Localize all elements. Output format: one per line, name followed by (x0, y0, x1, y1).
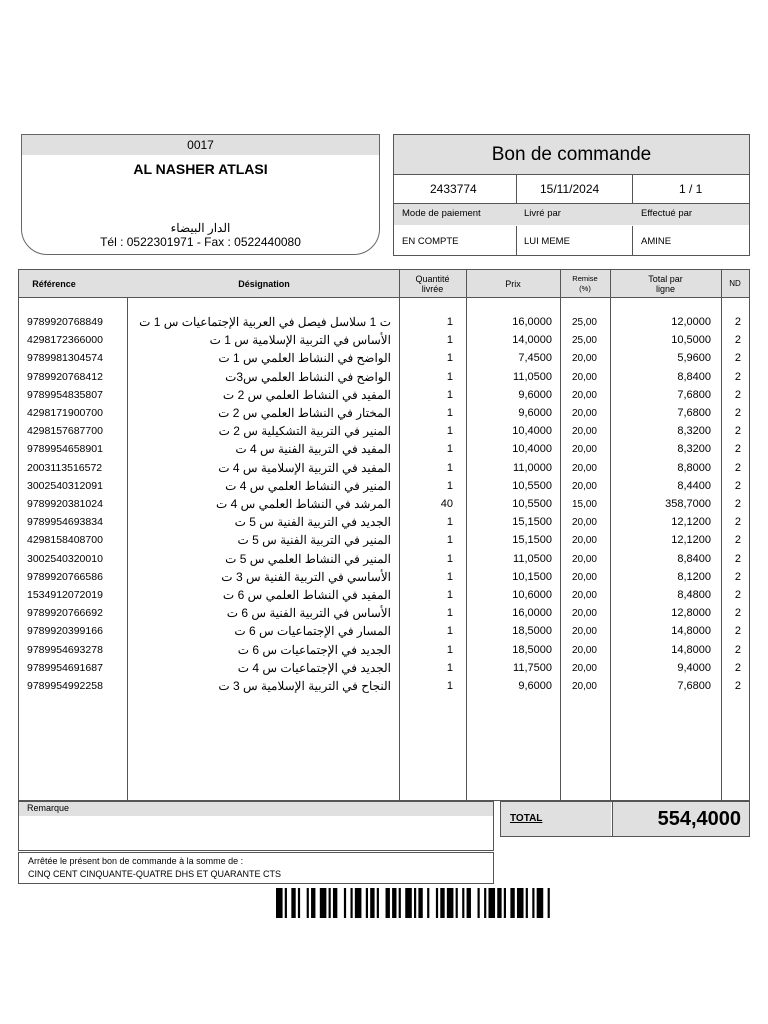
livre-par-label: Livré par (524, 208, 561, 219)
table-row (19, 387, 749, 405)
cell-remise: 20,00 (571, 444, 597, 456)
order-lines-table (18, 269, 750, 801)
cell-quantite: 1 (446, 461, 453, 474)
cell-reference: 9789954693834 (27, 516, 103, 529)
cell-designation: النجاح في التربية الإسلامية س 3 ت (218, 679, 391, 693)
amount-in-words-box (18, 852, 494, 884)
cell-nd: 2 (734, 479, 741, 492)
table-row (19, 514, 749, 532)
total-box (500, 801, 750, 837)
cell-designation: الواضح في النشاط العلمي س 1 ت (218, 351, 391, 366)
cell-remise: 25,00 (571, 317, 597, 328)
cell-designation: الجديد في الإجتماعيات س 4 ت (237, 660, 391, 675)
cell-designation: المنير في التربية التشكيلية س 2 ت (218, 424, 391, 439)
cell-reference: 9789920766692 (27, 607, 103, 620)
header-nd: ND (729, 278, 741, 288)
cell-remise: 20,00 (571, 426, 597, 438)
cell-quantite: 1 (446, 334, 453, 347)
cell-remise: 20,00 (571, 590, 597, 601)
supplier-contact: Tél : 0522301971 - Fax : 0522440080 (100, 235, 301, 249)
cell-designation: المسار في الإجتماعيات س 6 ت (234, 624, 391, 639)
supplier-city: الدار البيضاء (170, 221, 231, 235)
cell-nd: 2 (734, 425, 741, 438)
remarque-box (18, 801, 494, 851)
cell-quantite: 1 (446, 443, 453, 456)
cell-reference: 9789954992258 (27, 680, 103, 692)
cell-total-ligne: 7,6800 (677, 680, 711, 692)
cell-quantite: 1 (446, 607, 453, 620)
cell-total-ligne: 8,8000 (677, 461, 711, 474)
cell-reference: 4298158408700 (27, 534, 103, 547)
table-row (19, 569, 749, 587)
cell-designation: الواضح في النشاط العلمي س3ت (225, 369, 391, 384)
cell-quantite: 1 (446, 425, 453, 438)
header-total-ligne: Total par ligne (648, 273, 683, 294)
cell-remise: 20,00 (571, 571, 597, 583)
table-row (19, 587, 749, 605)
cell-prix: 14,0000 (512, 334, 552, 347)
cell-quantite: 1 (446, 370, 453, 383)
cell-prix: 7,4500 (518, 352, 552, 365)
cell-reference: 4298172366000 (27, 334, 103, 347)
table-row (19, 441, 749, 459)
cell-reference: 9789920381024 (27, 498, 103, 510)
cell-nd: 2 (734, 680, 741, 692)
cell-total-ligne: 10,5000 (671, 334, 711, 347)
cell-prix: 18,5000 (512, 643, 552, 656)
cell-remise: 20,00 (571, 353, 597, 365)
page-indicator: 1 / 1 (679, 182, 703, 196)
cell-reference: 4298157687700 (27, 425, 103, 438)
cell-prix: 16,0000 (512, 607, 552, 620)
cell-remise: 20,00 (571, 535, 597, 547)
cell-nd: 2 (734, 589, 741, 601)
cell-reference: 1534912072019 (27, 589, 103, 601)
cell-total-ligne: 7,6800 (677, 388, 711, 401)
cell-prix: 11,7500 (513, 661, 552, 674)
cell-quantite: 1 (446, 352, 453, 365)
document-info-row (394, 175, 749, 204)
document-title: Bon de commande (394, 135, 749, 175)
cell-reference: 9789954693278 (27, 643, 103, 656)
cell-remise: 20,00 (571, 644, 597, 656)
cell-nd: 2 (734, 607, 741, 620)
cell-total-ligne: 14,8000 (671, 643, 711, 656)
cell-nd: 2 (734, 516, 741, 529)
table-row (19, 423, 749, 441)
table-row (19, 678, 749, 696)
cell-designation: الجديد في الإجتماعيات س 6 ت (237, 642, 391, 657)
cell-reference: 9789920399166 (27, 625, 103, 638)
cell-nd: 2 (734, 388, 741, 401)
cell-remise: 20,00 (571, 553, 597, 565)
cell-designation: الأساس في التربية الفنية س 6 ت (226, 606, 391, 621)
cell-designation: المفيد في النشاط العلمي س 6 ت (222, 588, 391, 602)
cell-remise: 20,00 (571, 517, 597, 529)
cell-total-ligne: 358,7000 (665, 498, 711, 510)
cell-total-ligne: 12,1200 (671, 534, 711, 547)
header-designation: Désignation (238, 278, 290, 289)
cell-quantite: 1 (446, 516, 453, 529)
cell-prix: 18,5000 (512, 625, 552, 638)
cell-designation: الأساسي في التربية الفنية س 3 ت (221, 569, 391, 584)
cell-prix: 10,4000 (512, 443, 552, 456)
table-row (19, 460, 749, 478)
cell-nd: 2 (734, 316, 741, 328)
cell-prix: 9,6000 (518, 388, 552, 401)
cell-reference: 4298171900700 (27, 407, 103, 419)
cell-remise: 20,00 (571, 608, 597, 620)
table-row (19, 551, 749, 569)
header-reference: Référence (32, 278, 76, 289)
cell-quantite: 1 (446, 625, 453, 638)
cell-reference: 9789954658901 (27, 443, 103, 456)
document-labels-row (394, 204, 749, 225)
mode-paiement-value: EN COMPTE (402, 236, 459, 247)
cell-designation: المفيد في النشاط العلمي س 2 ت (222, 387, 391, 402)
cell-nd: 2 (734, 370, 741, 383)
remarque-label: Remarque (19, 802, 493, 816)
cell-nd: 2 (734, 661, 741, 674)
amount-in-words-label: Arrêtée le présent bon de commande à la somme de : (28, 856, 244, 866)
cell-reference: 9789920768849 (27, 316, 103, 328)
cell-prix: 11,0000 (513, 461, 552, 474)
cell-reference: 9789981304574 (27, 352, 103, 365)
document-values-row (394, 226, 749, 254)
cell-remise: 20,00 (571, 389, 597, 401)
cell-quantite: 1 (446, 479, 453, 492)
cell-total-ligne: 12,8000 (671, 607, 711, 620)
cell-remise: 20,00 (571, 371, 597, 383)
cell-reference: 9789920768412 (27, 370, 103, 383)
table-row (19, 660, 749, 678)
cell-nd: 2 (734, 552, 741, 565)
supplier-box (21, 134, 380, 255)
cell-nd: 2 (734, 570, 741, 583)
cell-reference: 9789954691687 (27, 661, 103, 674)
cell-reference: 3002540320010 (27, 552, 103, 565)
cell-total-ligne: 8,8400 (677, 552, 711, 565)
cell-total-ligne: 7,6800 (677, 407, 711, 419)
cell-nd: 2 (734, 534, 741, 547)
livre-par-value: LUI MEME (524, 236, 570, 247)
cell-remise: 20,00 (571, 662, 597, 674)
cell-prix: 10,4000 (512, 425, 552, 438)
cell-remise: 20,00 (571, 408, 597, 419)
table-row (19, 332, 749, 350)
cell-designation: الأساس في التربية الإسلامية س 1 ت (209, 333, 391, 348)
cell-quantite: 1 (446, 552, 453, 565)
table-row (19, 350, 749, 368)
cell-prix: 15,1500 (512, 516, 552, 529)
cell-quantite: 40 (440, 498, 453, 510)
table-row (19, 314, 749, 332)
table-row (19, 478, 749, 496)
document-header (393, 134, 750, 256)
cell-nd: 2 (734, 443, 741, 456)
cell-remise: 15,00 (571, 499, 597, 510)
cell-quantite: 1 (446, 570, 453, 583)
cell-total-ligne: 8,3200 (677, 425, 711, 438)
cell-total-ligne: 8,4400 (677, 479, 711, 492)
total-label: TOTAL (501, 802, 611, 836)
table-row (19, 623, 749, 641)
cell-total-ligne: 12,0000 (671, 316, 711, 328)
cell-nd: 2 (734, 352, 741, 365)
cell-quantite: 1 (446, 388, 453, 401)
cell-designation: الجديد في التربية الفنية س 5 ت (234, 515, 391, 530)
barcode-icon (276, 888, 552, 918)
cell-nd: 2 (734, 461, 741, 474)
cell-nd: 2 (734, 643, 741, 656)
table-row (19, 642, 749, 660)
cell-prix: 11,0500 (513, 370, 552, 383)
cell-prix: 10,6000 (512, 589, 552, 601)
cell-total-ligne: 5,9600 (677, 352, 711, 365)
cell-quantite: 1 (446, 407, 453, 419)
cell-quantite: 1 (446, 680, 453, 692)
amount-in-words: CINQ CENT CINQUANTE-QUATRE DHS ET QUARANTE CTS (28, 869, 282, 879)
mode-paiement-label: Mode de paiement (402, 208, 481, 219)
table-header (19, 270, 749, 298)
cell-total-ligne: 12,1200 (671, 516, 711, 529)
cell-prix: 10,5500 (512, 498, 552, 510)
cell-total-ligne: 8,8400 (677, 370, 711, 383)
table-row (19, 496, 749, 514)
cell-remise: 25,00 (571, 335, 597, 347)
cell-quantite: 1 (446, 534, 453, 547)
cell-total-ligne: 14,8000 (671, 625, 711, 638)
cell-reference: 9789954835807 (27, 388, 103, 401)
cell-remise: 20,00 (571, 681, 597, 692)
cell-reference: 9789920766586 (27, 570, 103, 583)
table-row (19, 605, 749, 623)
cell-prix: 10,5500 (512, 479, 552, 492)
order-date: 15/11/2024 (540, 182, 600, 196)
cell-total-ligne: 9,4000 (677, 661, 711, 674)
order-number: 2433774 (430, 182, 477, 196)
cell-total-ligne: 8,3200 (677, 443, 711, 456)
cell-prix: 10,1500 (512, 570, 552, 583)
cell-designation: ت 1 سلاسل فيصل في العربية الإجتماعيات س 1 ت (139, 315, 391, 329)
cell-total-ligne: 8,4800 (677, 589, 711, 601)
total-value: 554,4000 (612, 802, 749, 836)
cell-prix: 11,0500 (513, 552, 552, 565)
cell-designation: المفيد في التربية الإسلامية س 4 ت (218, 460, 391, 475)
cell-prix: 9,6000 (518, 407, 552, 419)
cell-reference: 3002540312091 (27, 479, 103, 492)
cell-designation: المختار في النشاط العلمي س 2 ت (218, 406, 391, 420)
cell-designation: المرشد في النشاط العلمي س 4 ت (215, 497, 391, 511)
cell-nd: 2 (734, 407, 741, 419)
table-row (19, 405, 749, 423)
cell-quantite: 1 (446, 589, 453, 601)
cell-nd: 2 (734, 498, 741, 510)
cell-quantite: 1 (446, 643, 453, 656)
cell-designation: المنير في النشاط العلمي س 5 ت (225, 551, 391, 566)
cell-prix: 15,1500 (512, 534, 552, 547)
cell-quantite: 1 (446, 316, 453, 328)
table-row (19, 369, 749, 387)
cell-prix: 9,6000 (518, 680, 552, 692)
cell-quantite: 1 (446, 661, 453, 674)
cell-designation: المنير في التربية الفنية س 5 ت (237, 533, 391, 548)
effectue-par-label: Effectué par (641, 208, 693, 219)
header-remise: Remise (%) (572, 273, 598, 293)
cell-remise: 20,00 (571, 480, 597, 492)
cell-total-ligne: 8,1200 (677, 570, 711, 583)
header-quantite: Quantité livrée (415, 273, 450, 294)
cell-remise: 20,00 (571, 462, 597, 474)
header-prix: Prix (505, 278, 521, 289)
table-row (19, 532, 749, 550)
cell-designation: المفيد في التربية الفنية س 4 ت (235, 442, 391, 457)
cell-nd: 2 (734, 334, 741, 347)
cell-remise: 20,00 (571, 626, 597, 638)
cell-designation: المنير في النشاط العلمي س 4 ت (225, 478, 391, 493)
cell-prix: 16,0000 (512, 316, 552, 328)
cell-nd: 2 (734, 625, 741, 638)
cell-reference: 2003113516572 (27, 461, 103, 474)
supplier-name: AL NASHER ATLASI (133, 161, 268, 177)
effectue-par-value: AMINE (641, 236, 672, 247)
supplier-code: 0017 (22, 135, 379, 155)
